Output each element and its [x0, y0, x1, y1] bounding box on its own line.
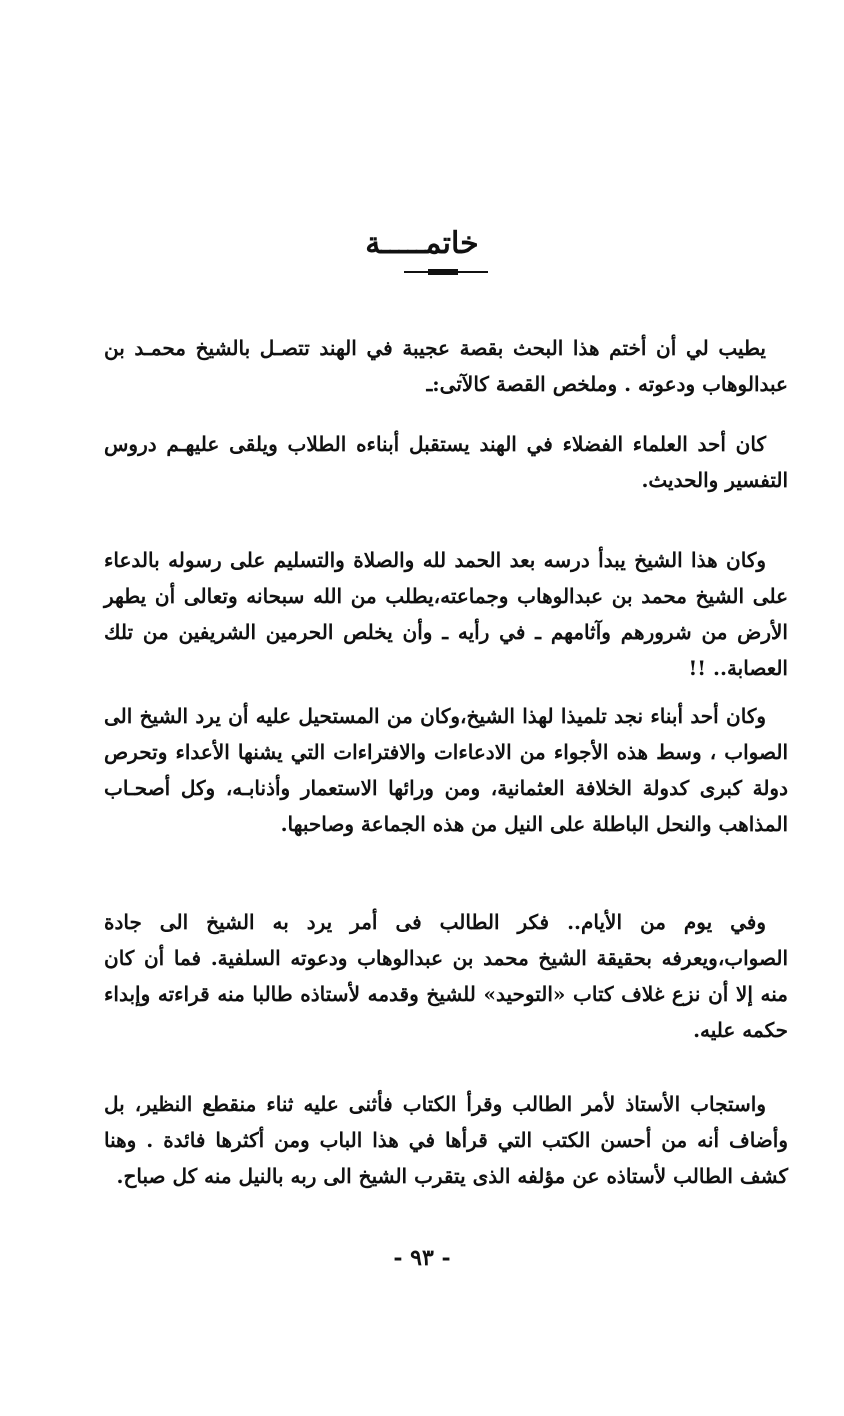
chapter-title: خاتمـــــة: [365, 226, 479, 261]
paragraph-5: وفي يوم من الأيام.. فكر الطالب فى أمر يرد به الشيخ الى جادة الصواب،ويعرفه بحقيقة الشيخ محمد بن عبدالوهاب ودعوته السلفية. فما أن كان منه إلا أن نزع غلاف كتاب «التوحيد» للشيخ وقدمه لأستاذه طالبا منه قراءته وإبداء حكمه عليه.: [104, 910, 788, 1042]
page-number: - ٩٣ -: [393, 1245, 451, 1271]
paragraph-3: وكان هذا الشيخ يبدأ درسه بعد الحمد لله والصلاة والتسليم على رسوله بالدعاء على الشيخ محمد بن عبدالوهاب وجماعته،يطلب من الله سبحانه وتعالى أن يطهر الأرض من شرورهم وآثامهم ـ في رأيه ـ وأن يخلص الحرمين الشريفين من تلك العصابة.. !!: [104, 548, 788, 680]
title-underline-ornament: [428, 269, 458, 275]
paragraph-6: واستجاب الأستاذ لأمر الطالب وقرأ الكتاب فأثنى عليه ثناء منقطع النظير، بل وأضاف أنه من أحسن الكتب التي قرأها في هذا الباب ومن أكثرها فائدة . وهنا كشف الطالب لأستاذه عن مؤلفه الذى يتقرب الشيخ الى ربه بالنيل منه كل صباح.: [104, 1092, 788, 1188]
paragraph-2: كان أحد العلماء الفضلاء في الهند يستقبل أبناءه الطلاب ويلقى عليهـم دروس التفسير والحديث.: [104, 432, 788, 492]
paragraph-1: يطيب لي أن أختم هذا البحث بقصة عجيبة في الهند تتصـل بالشيخ محمـد بن عبدالوهاب ودعوته . وملخص القصة كالآتى:ـ: [104, 336, 788, 396]
paragraph-4: وكان أحد أبناء نجد تلميذا لهذا الشيخ،وكان من المستحيل عليه أن يرد الشيخ الى الصواب ، وسط هذه الأجواء من الادعاءات والافتراءات التي يشنها الأعداء وتحرص دولة كبرى كدولة الخلافة العثمانية، ومن ورائها الاستعمار وأذنابـه، وكل أصحـاب المذاهب والنحل الباطلة على النيل من هذه الجماعة وصاحبها.: [104, 704, 788, 836]
